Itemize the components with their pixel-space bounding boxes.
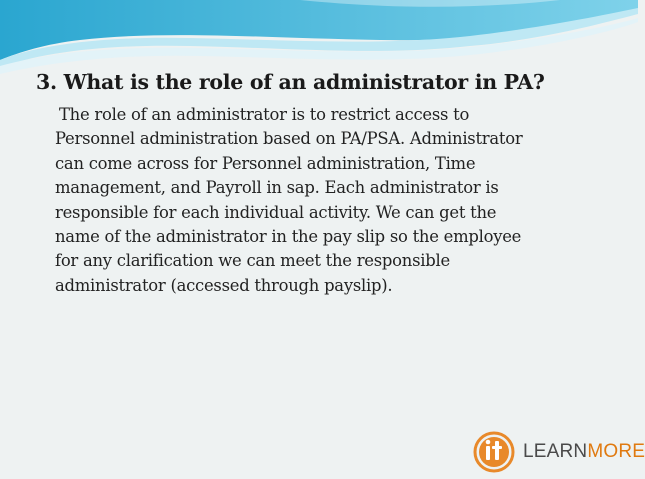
header-wave-decoration	[0, 0, 638, 80]
body-line: can come across for Personnel administration, Time	[55, 153, 476, 173]
learnmore-logo-icon	[473, 431, 515, 473]
learnmore-logo	[473, 429, 645, 475]
slide-title: 3. What is the role of an administrator in PA?	[36, 70, 545, 94]
body-line: responsible for each individual activity. We can get the	[55, 202, 497, 222]
body-line: management, and Payroll in sap. Each administrator is	[55, 178, 499, 198]
body-line: for any clarification we can meet the responsible	[55, 251, 450, 271]
body-line: Personnel administration based on PA/PSA. Administrator	[55, 129, 523, 149]
learnmore-logo-text	[523, 441, 645, 463]
body-line: The role of an administrator is to restrict access to	[59, 105, 470, 124]
body-line: name of the administrator in the pay slip so the employee	[55, 227, 522, 247]
logo-text-more: MORE	[587, 441, 645, 462]
logo-text-learn: LEARN	[523, 441, 588, 462]
body-line: administrator (accessed through payslip).	[55, 275, 393, 295]
slide-body-text	[55, 103, 615, 298]
